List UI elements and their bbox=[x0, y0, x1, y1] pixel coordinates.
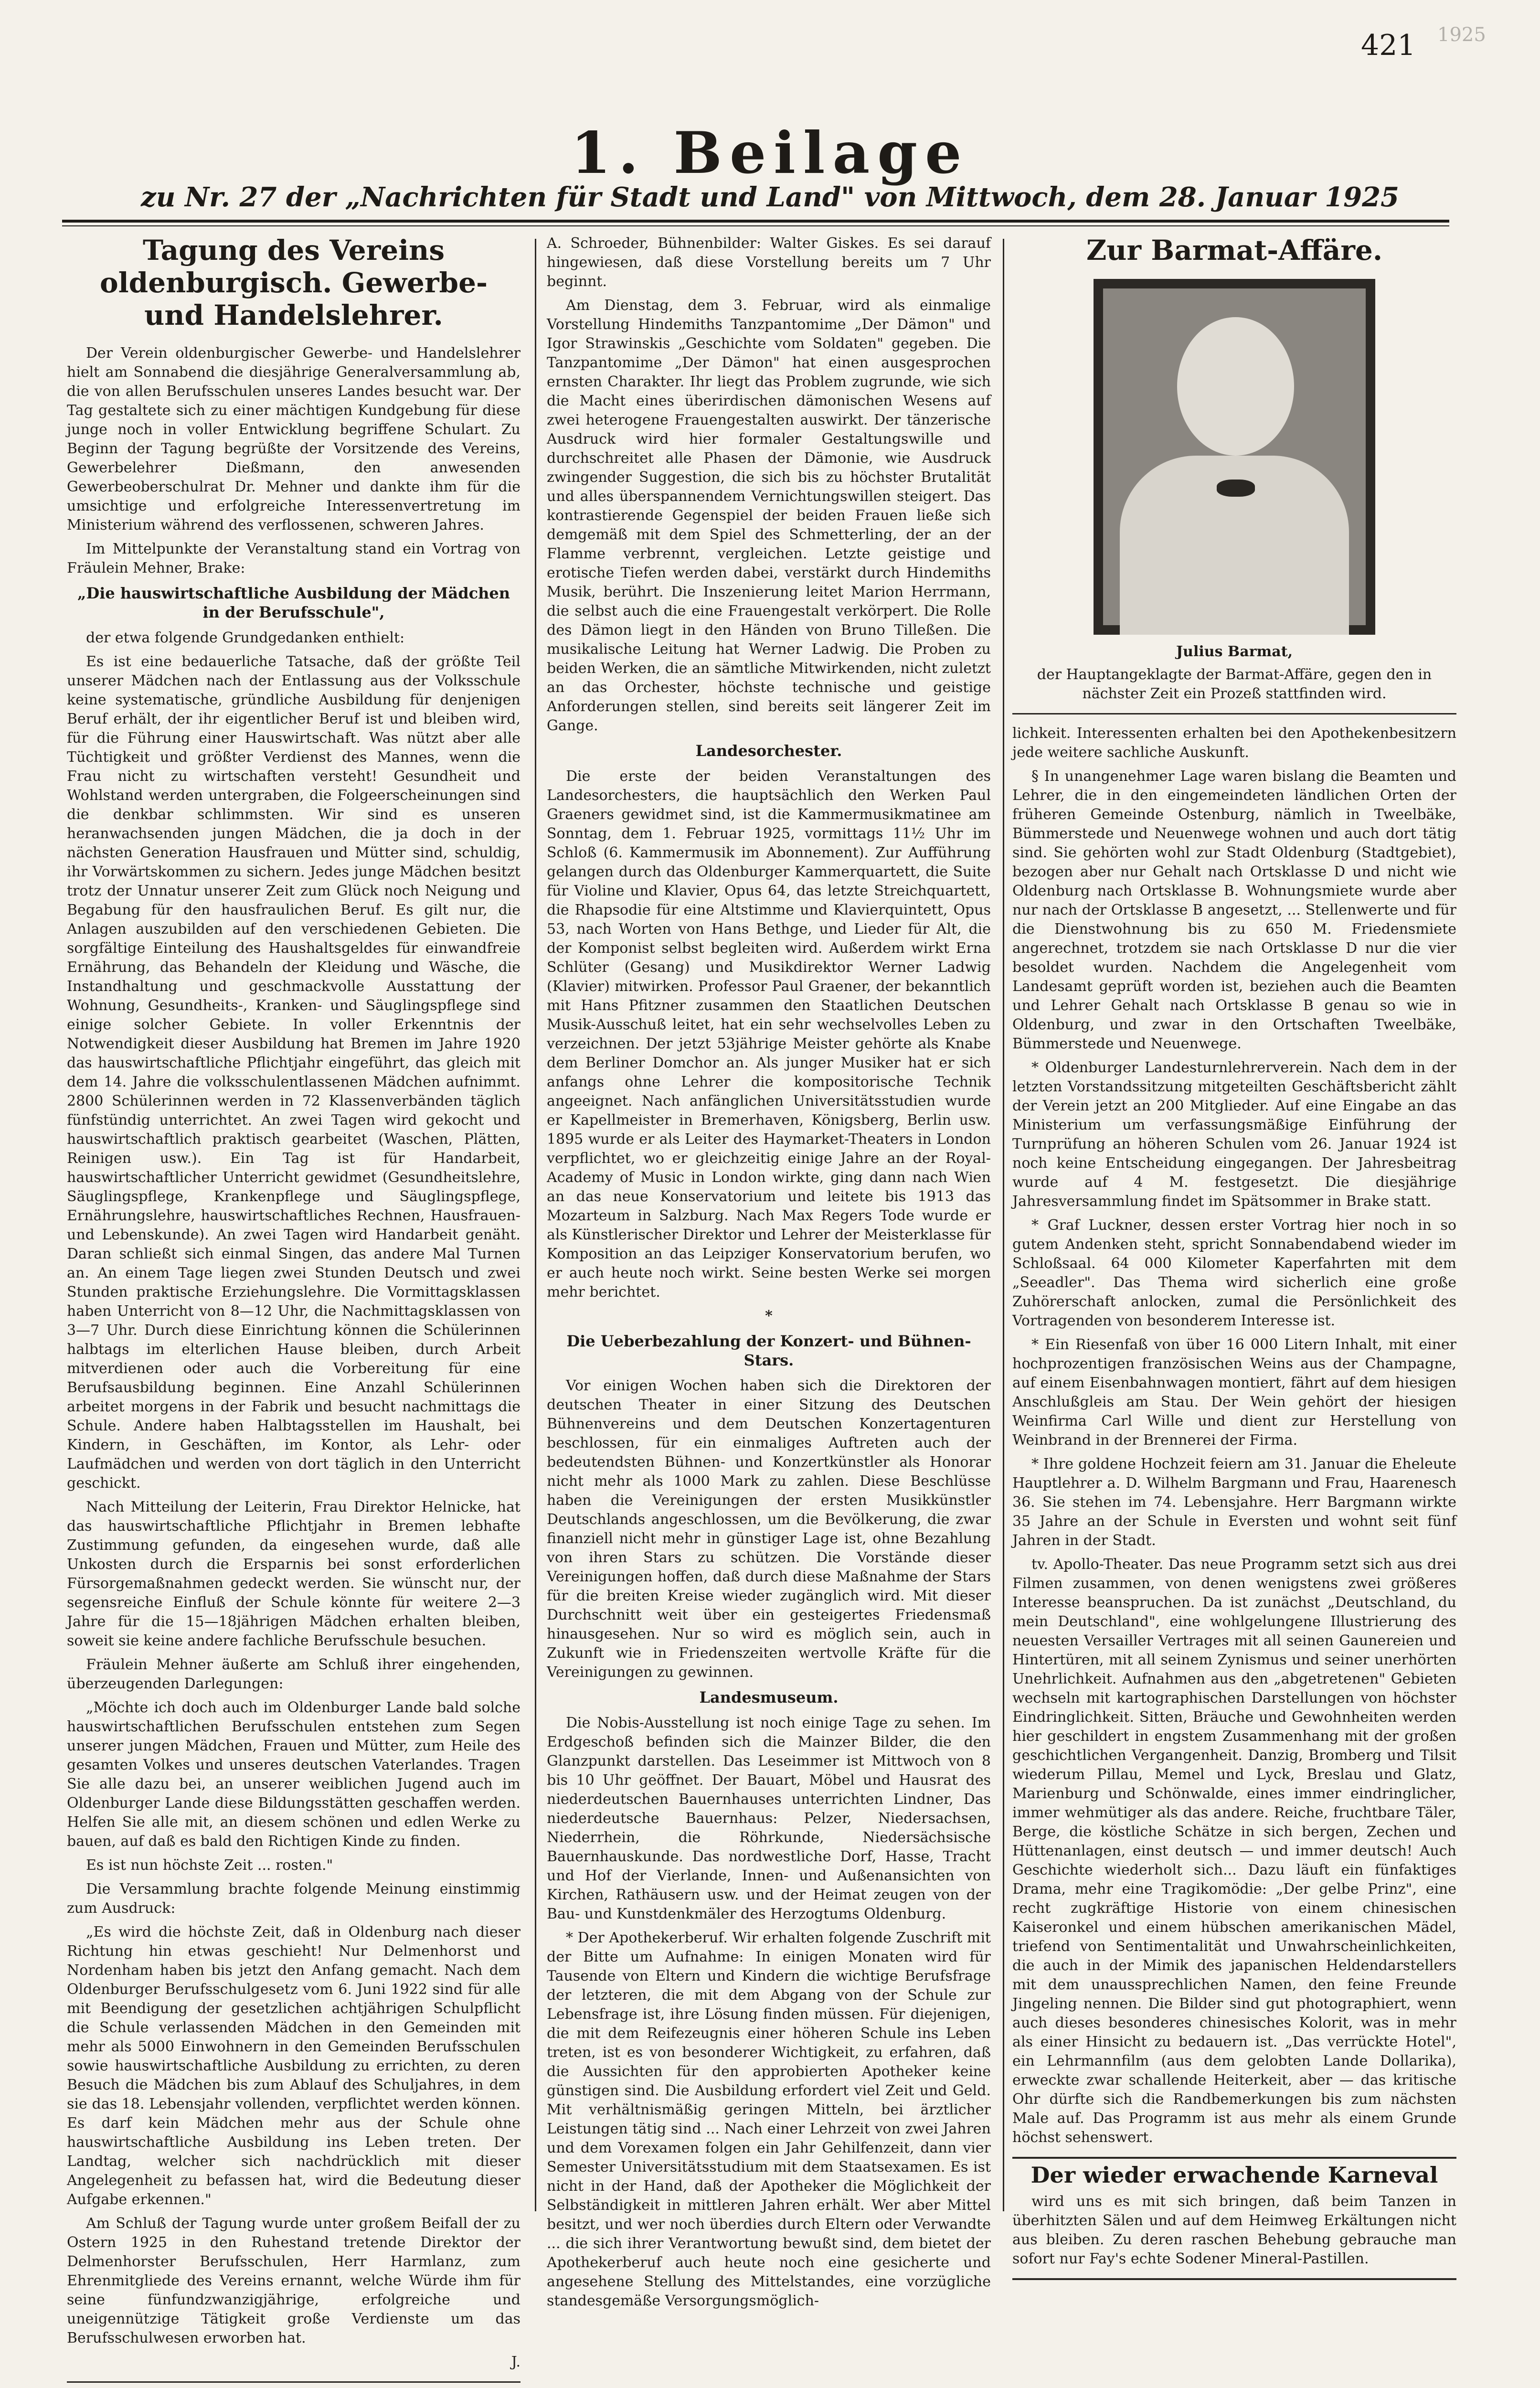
paragraph: Die Versammlung brachte folgende Meinung einstimmig zum Ausdruck: bbox=[67, 1881, 520, 1917]
portrait-photo bbox=[1094, 279, 1375, 635]
masthead-rule-top bbox=[62, 220, 1449, 223]
paragraph: lichkeit. Interessenten erhalten bei den Apothekenbesitzern jede weitere sachliche Auskunft. bbox=[1012, 725, 1456, 761]
paragraph: Es ist nun höchste Zeit ... rosten." bbox=[86, 1857, 333, 1874]
column-3 bbox=[1012, 234, 1456, 2280]
column-divider-1 bbox=[535, 239, 536, 2211]
page-number: 421 bbox=[1361, 29, 1416, 62]
divider bbox=[1012, 713, 1456, 714]
paragraph: Die erste der beiden Veranstaltungen des Landesorchesters, die hauptsächlich den Werken Paul Graeners gewidmet sind, ist die Kammermusikmatinee am Sonntag, dem 1. Februar 1925, vormittags 11½ Uhr im Schloß (6. Kammermusik im Abonnement). Zur Aufführung gelangen durch das Oldenburger Kammerquartett, die Suite für Violine und Klavier, Opus 64, das letzte Streichquartett, die Rhapsodie für eine Altstimme und Klavierquintett, Opus 53, nach Worten von Hans Bethge, und Lieder für Alt, die der Komponist selbst begleiten wird. Außerdem wirkt Erna Schlüter (Gesang) und Musikdirektor Werner Ladwig (Klavier) mitwirken. Professor Paul Graener, der bekanntlich mit Hans Pfitzner zusammen den Staatlichen Deutschen Musik-Ausschuß leitet, hat ein sehr wechselvolles Leben zu verzeichnen. Der jetzt 53jährige Meister gehörte als Knabe dem Berliner Domchor an. Als junger Musiker hat er sich anfangs ohne Lehrer die kompositorische Technik angeeignet. Nach anfänglichen Universitätsstudien wurde er Kapellmeister in Bremerhaven, Königsberg, Berlin usw. 1895 wurde er als Leiter des Haymarket-Theaters in London verpflichtet, wo er gleichzeitig einige Jahre an der Royal-Academy of Music in London wirkte, ging dann nach Wien an das neue Konservatorium und leitete bis 1913 das Mozarteum in Salzburg. Nach Max Regers Tode wurde er als Künstlerischer Direktor und Lehrer der Meisterklasse für Komposition an das Leipziger Konservatorium berufen, wo er auch heute noch wirkt. Seine besten Werke sei morgen mehr berichtet. bbox=[547, 768, 991, 1301]
divider bbox=[67, 2381, 520, 2383]
article-heading-verein: Tagung des Vereins oldenburgisch. Gewerbe- und Handelslehrer. bbox=[99, 234, 488, 331]
subheading-stars: Die Ueberbezahlung der Konzert- und Bühnen-Stars. bbox=[566, 1332, 971, 1369]
ad-text: wird uns es mit sich bringen, daß beim Tanzen in überhitzten Sälen und auf dem Heimweg Erkältungen nicht aus bleiben. Zu deren raschen Behebung gebrauche man sofort nur Fay's echte Sodener Mineral-Pastillen. bbox=[1012, 2193, 1456, 2267]
paragraph: „Es wird die höchste Zeit, daß in Oldenburg nach dieser Richtung hin etwas geschieht! Nur Delmenhorst und Nordenham haben bis jetzt den Anfang gemacht. Nach dem Oldenburger Berufsschulgesetz vom 6. Juni 1922 sind für alle mit Beendigung der gesetzlichen achtjährigen Schulpflicht die Schule verlassenden Mädchen in den Gemeinden mit mehr als 5000 Einwohnern in den Gemeinden Berufsschulen sowie hauswirtschaftliche Ausbildung zu errichten, zu deren Besuch die Mädchen bis zum Ablauf des Schuljahres, in dem sie das 18. Lebensjahr vollenden, verpflichtet werden können. Es darf kein Mädchen mehr aus der Schule ohne hauswirtschaftliche Ausbildung ins Leben treten. Der Landtag, welcher sich nachdrücklich mit dieser Angelegenheit zu befassen hat, wird die Bedeutung dieser Aufgabe erkennen." bbox=[67, 1924, 520, 2208]
paragraph: Am Schluß der Tagung wurde unter großem Beifall der zu Ostern 1925 in den Ruhestand tretende Direktor der Delmenhorster Berufsschulen, Herr Harmlanz, zum Ehrenmitgliede des Vereins ernannt, welche Würde ihm für seine fünfundzwanzigjährige, erfolgreiche und uneigennützige Tätigkeit große Verdienste um das Berufsschulwesen erworben hat. bbox=[67, 2215, 520, 2346]
paragraph: Am Dienstag, dem 3. Februar, wird als einmalige Vorstellung Hindemiths Tanzpantomime „Der Dämon" und Igor Strawinskis „Geschichte vom Soldaten" gegeben. Die Tanzpantomime „Der Dämon" hat einen ausgesprochen ernsten Charakter. Ihr liegt das Problem zugrunde, wie sich die Macht eines überirdischen dämonischen Wesens auf zwei heterogene Frauengestalten auswirkt. Der tänzerische Ausdruck wird hier formaler Gestaltungswille und durchschreitet alle Phasen der Dämonie, wie Ausdruck zwingender Suggestion, die sich bis zu höchster Brutalität und alles überspannendem Vernichtungswillen steigert. Das kontrastierende Gegenspiel der beiden Frauen ließe sich demgemäß mit dem Spiel des Schmetterling, der an der Flamme verbrennt, vergleichen. Letzte geistige und erotische Tiefen werden dabei, verstärkt durch Hindemiths Musik, berührt. Die Inszenierung leitet Marion Herrmann, die selbst auch die eine Frauengestalt verkörpert. Die Rolle des Dämon liegt in den Händen von Bruno Tilleßen. Die musikalische Leitung hat Werner Ladwig. Die Proben zu beiden Werken, die an sämtliche Mitwirkenden, nicht zuletzt an das Orchester, höchste technische und geistige Anforderungen stellen, sind bereits seit längerer Zeit im Gange. bbox=[547, 297, 991, 734]
paragraph: Fräulein Mehner äußerte am Schluß ihrer eingehenden, überzeugenden Darlegungen: bbox=[67, 1656, 520, 1692]
paragraph: * Ein Riesenfaß von über 16 000 Litern Inhalt, mit einer hochprozentigen französischen Weins aus der Champagne, auf einem Eisenbahnwagen montiert, fährt auf dem hiesigen Anschlußgleis am Stau. Der Wein gehört der hiesigen Weinfirma Carl Wille und dient zur Herstellung von Weinbrand in der Brennerei der Firma. bbox=[1012, 1336, 1456, 1449]
article-heading-barmat: Zur Barmat-Affäre. bbox=[1086, 234, 1383, 267]
masthead-subtitle: zu Nr. 27 der „Nachrichten für Stadt und Land" von Mittwoch, dem 28. Januar 1925 bbox=[140, 181, 1400, 213]
paragraph: A. Schroeder, Bühnenbilder: Walter Giskes. Es sei darauf hingewiesen, daß diese Vorstellung bereits um 7 Uhr beginnt. bbox=[547, 235, 991, 290]
paragraph: * Ihre goldene Hochzeit feiern am 31. Januar die Eheleute Hauptlehrer a. D. Wilhelm Bargmann und Frau, Haarenesch 36. Sie stehen im 74. Lebensjahre. Herr Bargmann wirkte 35 Jahre an der Schule in Eversten und wohnt seit fünf Jahren in der Stadt. bbox=[1012, 1456, 1456, 1549]
column-divider-2 bbox=[1003, 239, 1004, 2211]
paragraph: „Möchte ich doch auch im Oldenburger Lande bald solche hauswirtschaftlichen Berufsschulen entstehen zum Segen unserer jungen Mädchen, Frauen und Mütter, zum Heile des gesamten Volkes und unseres deutschen Vaterlandes. Tragen Sie alle dazu bei, an unserer weiblichen Jugend auch im Oldenburger Lande diese Bildungsstätten geschaffen werden. Helfen Sie alle mit, an diesem schönen und edlen Werke zu bauen, auf daß es bald den Richtigen Kinde zu finden. bbox=[67, 1699, 520, 1850]
signature: J. bbox=[511, 2354, 520, 2370]
photo-caption-text: der Hauptangeklagte der Barmat-Affäre, gegen den in nächster Zeit ein Prozeß stattfinden wird. bbox=[1037, 666, 1432, 702]
subheading-landesorchester: Landesorchester. bbox=[695, 742, 842, 760]
separator-star: * bbox=[765, 1308, 773, 1324]
archive-stamp: 1925 bbox=[1437, 24, 1486, 46]
photo-caption-name: Julius Barmat, bbox=[1176, 643, 1293, 660]
lecture-title: „Die hauswirtschaftliche Ausbildung der Mädchen in der Berufsschule", bbox=[77, 584, 510, 621]
masthead-title: 1. Beilage bbox=[571, 119, 969, 187]
paragraph: Der Verein oldenburgischer Gewerbe- und Handelslehrer hielt am Sonnabend die diesjährige Generalversammlung ab, die von allen Berufsschulen unseres Landes besucht war. Der Tag gestaltete sich zu einer mächtigen Kundgebung für diese junge noch in voller Entwicklung begriffene Schulart. Zu Beginn der Tagung begrüßte der Vorsitzende des Vereins, Gewerbelehrer Dießmann, den anwesenden Gewerbeoberschulrat Dr. Mehner und dankte ihm für die umsichtige und erfolgreiche Interessenvertretung im Ministerium während des verflossenen, schweren Jahres. bbox=[67, 345, 520, 533]
paragraph: Die Nobis-Ausstellung ist noch einige Tage zu sehen. Im Erdgeschoß befinden sich die Mainzer Bilder, die den Glanzpunkt darstellen. Das Leseimmer ist Mittwoch von 8 bis 10 Uhr geöffnet. Der Bauart, Möbel und Hausrat des niederdeutschen Bauernhauses unterrichten Lindner, Das niederdeutsche Bauernhaus: Pelzer, Niedersachsen, Niederrhein, die Röhrkunde, Niedersächsische Bauernhauskunde. Das nordwestliche Dorf, Hasse, Tracht und Hof der Vierlande, Innen- und Außenansichten von Kirchen, Rathäusern usw. und der Heimat zeugen von der Bau- und Kunstdenkmäler des Herzogtums Oldenburg. bbox=[547, 1715, 991, 1922]
column-1 bbox=[67, 234, 520, 2388]
photo-figure-head bbox=[1177, 317, 1294, 456]
subheading-landesmuseum: Landesmuseum. bbox=[699, 1688, 839, 1706]
paragraph: der etwa folgende Grundgedanken enthielt: bbox=[86, 629, 405, 646]
paragraph: Vor einigen Wochen haben sich die Direktoren der deutschen Theater in einer Sitzung des Deutschen Bühnenvereins und dem Deutschen Konzertagenturen beschlossen, für ein einmaliges Auftreten auch der bedeutendsten Bühnen- und Konzertkünstler als Honorar nicht mehr als 1000 Mark zu zahlen. Diese Beschlüsse haben die Vereinigungen der ersten Musikkünstler Deutschlands angeschlossen, um die Bevölkerung, die zwar finanziell nicht mehr in günstiger Lage ist, ohne Bezahlung von ihren Stars zu schützen. Die Vorstände dieser Vereinigungen hoffen, daß durch diese Maßnahme der Stars für die breiten Kreise wieder zugänglich wird. Mit dieser Durchschnitt weit über ein gesteigertes Friedensmaß hinausgesehen. Nur so wird es möglich sein, auch in Zukunft wie in Friedenszeiten wertvolle Kräfte für die Vereinigungen zu gewinnen. bbox=[547, 1377, 991, 1681]
paragraph: Es ist eine bedauerliche Tatsache, daß der größte Teil unserer Mädchen nach der Entlassung aus der Volksschule keine systematische, gründliche Ausbildung für denjenigen Beruf erhält, der ihr eigentlicher Beruf ist und bleiben wird, für die Führung einer Hauswirtschaft. Was nützt aber alle Tüchtigkeit und größter Verdienst des Mannes, wenn die Frau nicht zu wirtschaften versteht! Gesundheit und Wohlstand werden untergraben, die Folgeerscheinungen sind die denkbar schlimmsten. Wir sind es unseren heranwachsenden jungen Mädchen, die ja doch in der nächsten Generation Hausfrauen und Mütter sind, schuldig, ihr Vorwärtskommen zu sichern. Jedes junge Mädchen besitzt trotz der Unnatur unserer Zeit zum Glück noch Neigung und Begabung für den hausfraulichen Beruf. Es gilt nur, die Anlagen auszubilden auf den verschiedenen Gebieten. Die sorgfältige Einteilung des Haushaltsgeldes für einwandfreie Ernährung, das Behandeln der Kleidung und Wäsche, die Instandhaltung und geschmackvolle Ausstattung der Wohnung, Gesundheits-, Kranken- und Säuglingspflege sind einige solcher Gebiete. In voller Erkenntnis der Notwendigkeit dieser Ausbildung hat Bremen im Jahre 1920 das hauswirtschaftliche Pflichtjahr eingeführt, das gleich mit dem 14. Jahre die volksschulentlassenen Mädchen aufnimmt. 2800 Schülerinnen werden in 72 Klassenverbänden täglich fünfstündig unterrichtet. An zwei Tagen wird gekocht und hauswirtschaftlich praktisch gearbeitet (Waschen, Plätten, Reinigen usw.). Ein Tag ist für Handarbeit, hauswirtschaftlicher Unterricht gewidmet (Gesundheitslehre, Säuglingspflege, Krankenpflege und Säuglingspflege, Ernährungslehre, hauswirtschaftliches Rechnen, Hausfrauen- und Lebenskunde). An zwei Tagen wird Handarbeit genäht. Daran schließt sich einmal Singen, das andere Mal Turnen an. An einem Tage liegen zwei Stunden Deutsch und zwei Stunden praktische Erziehungslehre. Die Vormittagsklassen haben Unterricht von 8—12 Uhr, die Nachmittagsklassen von 3—7 Uhr. Durch diese Einrichtung können die Schülerinnen halbtags im elterlichen Hause bleiben, durch Arbeit mitverdienen oder auch die Vorbereitung für eine Berufsausbildung beginnen. Eine Anzahl Schülerinnen arbeitet morgens in der Fabrik und besucht nachmittags die Schule. Andere haben Halbtagsstellen im Haushalt, bei Kindern, in Geschäften, im Kontor, als Lehr- oder Laufmädchen und werden von dort täglich in den Unterricht geschickt. bbox=[67, 653, 520, 1492]
advertisement-karneval bbox=[1012, 2157, 1456, 2280]
paragraph: * Graf Luckner, dessen erster Vortrag hier noch in so gutem Andenken steht, spricht Sonnabendabend wieder im Schloßsaal. 64 000 Kilometer Kaperfahrten mit dem „Seeadler". Das Thema wird sicherlich eine große Zuhörerschaft anlocken, zumal die Persönlichkeit des Vortragenden von besonderem Interesse ist. bbox=[1012, 1217, 1456, 1329]
column-2 bbox=[547, 234, 991, 2315]
paragraph: tv. Apollo-Theater. Das neue Programm setzt sich aus drei Filmen zusammen, von denen wenigstens zwei größeres Interesse beanspruchen. Da ist zunächst „Deutschland, du mein Deutschland", eine wohlgelungene Illustrierung des neuesten Versailler Vertrages mit all seinen Gaunereien und Hintertüren, mit all seinem Zynismus und seiner unerhörten Unehrlichkeit. Aufnahmen aus den „abgetretenen" Gebieten wechseln mit kartographischen Darstellungen von höchster Eindringlichkeit. Sitten, Bräuche und Gewohnheiten werden hier geschildert in engstem Zusammenhang mit der großen geschichtlichen Vergangenheit. Danzig, Bromberg und Tilsit wiederum Pillau, Memel und Lyck, Breslau und Glatz, Marienburg und Schönwalde, eines immer eindringlicher, immer wehmütiger als das andere. Reiche, fruchtbare Täler, Berge, die köstliche Schätze in sich bergen, Zechen und Hüttenanlagen, einst deutsch — und immer deutsch! Auch Geschichte wiederholt sich... Dazu läuft ein fünfaktiges Drama, mehr eine Tragikomödie: „Der gelbe Prinz", eine recht zugkräftige Historie von einem chinesischen Kaiseronkel und einem hübschen amerikanischen Mädel, triefend von Sentimentalität und Unwahrscheinlichkeiten, die auch in der Mimik des japanischen Heldendarstellers mit dem unaussprechlichen Namen, den feine Freunde Jingeling nennen. Die Bilder sind gut photographiert, wenn auch dieses besonderes chinesisches Kolorit, was in mehr als einer Hinsicht zu bedauern ist. „Das verrückte Hotel", ein Lehrmannfilm (aus dem gelobten Lande Dollarika), erweckte zwar schallende Heiterkeit, aber — das kritische Ohr dürfte sich die Randbemerkungen bis zum nächsten Male auf. Das Programm ist aus mehr als einem Grunde höchst sehenswert. bbox=[1012, 1556, 1456, 2146]
paragraph: * Oldenburger Landesturnlehrerverein. Nach dem in der letzten Vorstandssitzung mitgeteilten Geschäftsbericht zählt der Verein jetzt an 200 Mitglieder. Auf eine Eingabe an das Ministerium um verfassungsmäßige Einführung der Turnprüfung an höheren Schulen vom 26. Januar 1924 ist noch keine Entscheidung eingegangen. Der Jahresbeitrag wurde auf 4 M. festgesetzt. Die diesjährige Jahresversammlung findet im Spätsommer in Brake statt. bbox=[1012, 1059, 1456, 1210]
paragraph: Im Mittelpunkte der Veranstaltung stand ein Vortrag von Fräulein Mehner, Brake: bbox=[67, 541, 520, 576]
ad-heading: Der wieder erwachende Karneval bbox=[1030, 2162, 1438, 2188]
paragraph: Nach Mitteilung der Leiterin, Frau Direktor Helnicke, hat das hauswirtschaftliche Pflichtjahr in Bremen lebhafte Zustimmung gefunden, da eingesehen wurde, daß alle Unkosten durch die Ersparnis bei sonst erforderlichen Fürsorgemaßnahmen gedeckt werden. Sie wünscht nur, der segensreiche Einfluß der Schule könnte für weitere 2—3 Jahre für die 15—18jährigen Mädchen erhalten bleiben, soweit sie keine andere fachliche Berufsschule besuchen. bbox=[67, 1499, 520, 1649]
photo-bow-tie bbox=[1217, 480, 1255, 497]
masthead-rule-bottom bbox=[62, 225, 1449, 226]
paragraph: § In unangenehmer Lage waren bislang die Beamten und Lehrer, die in den eingemeindeten ländlichen Orten der früheren Gemeinde Ostenburg, nämlich in Tweelbäke, Bümmerstede und Neuenwege wohnen und auch dort tätig sind. Sie gehörten wohl zur Stadt Oldenburg (Stadtgebiet), bezogen aber nur Gehalt nach Ortsklasse D und nicht wie Oldenburg nach Ortsklasse B. Wohnungsmiete wurde aber nur nach der Ortsklasse B angesetzt, ... Stellenwerte und für die Dienstwohnung bis zu 650 M. Friedensmiete angerechnet, trotzdem sie nach Ortsklasse D nur die vier besoldet wurden. Nachdem die Angelegenheit vom Landesamt geprüft worden ist, beziehen auch die Beamten und Lehrer Gehalt nach Ortsklasse B genau so wie in Oldenburg, und zwar in den Ortschaften Tweelbäke, Bümmerstede und Neuenwege. bbox=[1012, 768, 1456, 1052]
paragraph: * Der Apothekerberuf. Wir erhalten folgende Zuschrift mit der Bitte um Aufnahme: In einigen Monaten wird für Tausende von Eltern und Kindern die wichtige Berufsfrage der letzteren, die mit dem Abgang von der Schule zur Lebensfrage ist, ihre Lösung finden müssen. Für diejenigen, die mit dem Reifezeugnis einer höheren Schule ins Leben treten, ist es von besonderer Wichtigkeit, zu erfahren, daß die Aussichten für den approbierten Apotheker keine günstigen sind. Die Ausbildung erfordert viel Zeit und Geld. Mit verhältnismäßig geringen Mitteln, bei ärztlicher Leistungen tätig sind ... Nach einer Lehrzeit von zwei Jahren und dem Vorexamen folgen ein Jahr Gehilfenzeit, dann vier Semester Universitätsstudium mit dem Staatsexamen. Es ist nicht in der Hand, daß der Apotheker die Möglichkeit der Selbständigkeit in mittleren Jahren erhält. Wer aber Mittel besitzt, und wer noch überdies durch Eltern oder Verwandte ... die sich ihrer Verantwortung bewußt sind, dem bietet der Apothekerberuf auch heute noch eine gesicherte und angesehene Stellung des Mittelstandes, eine vorzügliche standesgemäße Versorgungsmöglich- bbox=[547, 1930, 991, 2309]
